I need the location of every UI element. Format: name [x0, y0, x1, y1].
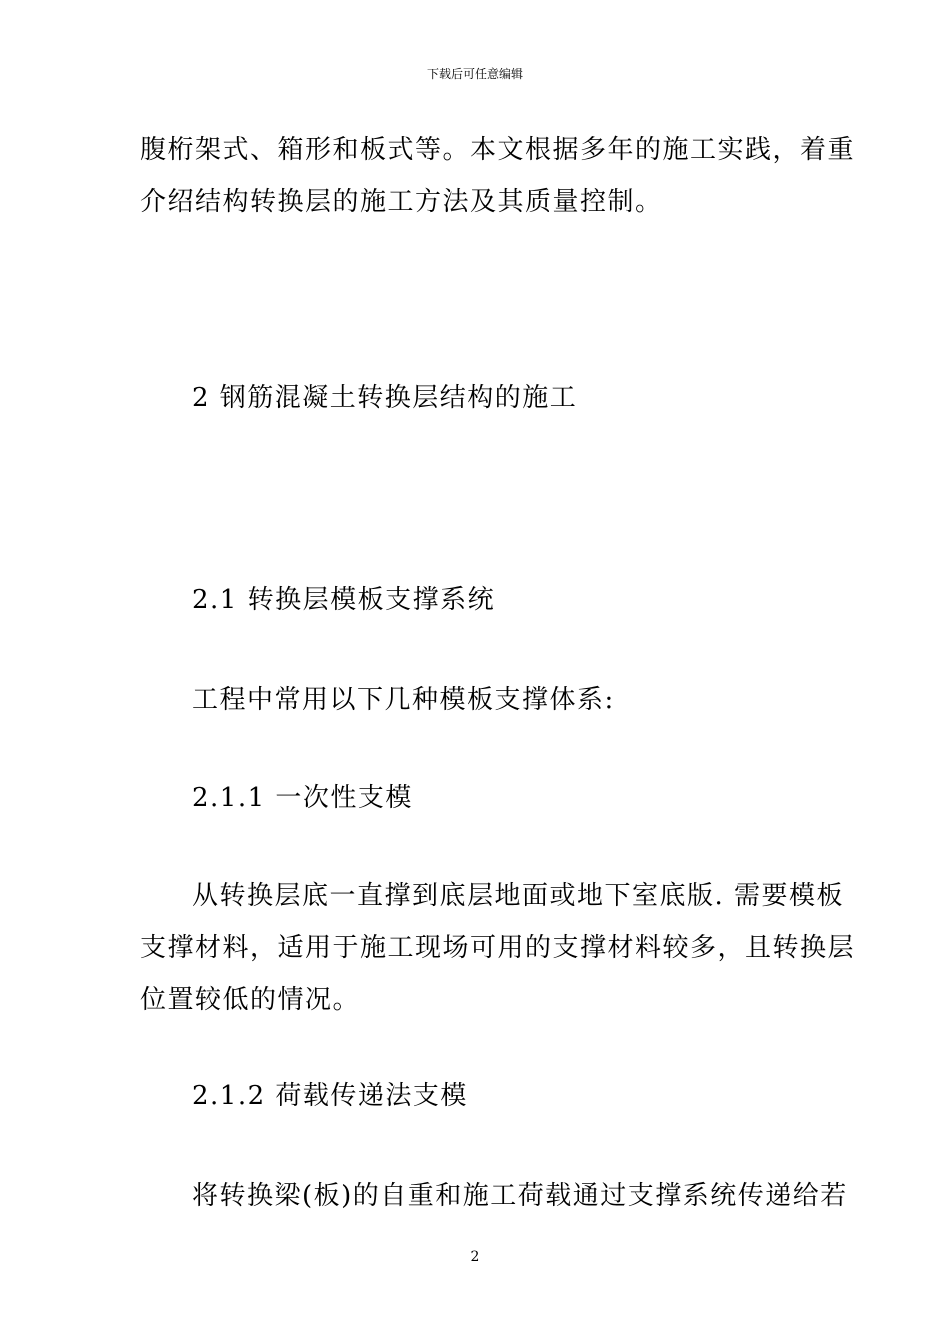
text-line: 介绍结构转换层的施工方法及其质量控制。: [140, 187, 663, 217]
page-header: 下载后可任意编辑: [426, 67, 523, 81]
paragraph-load-transfer: 将转换梁(板)的自重和施工荷载通过支撑系统传递给若: [192, 1181, 848, 1211]
paragraph-common-systems: 工程中常用以下几种模板支撑体系:: [192, 685, 615, 715]
text-line: 位置较低的情况。: [140, 985, 361, 1015]
section-heading-2: 2 钢筋混凝土转换层结构的施工: [192, 383, 578, 413]
section-heading-2-1-1: 2.1.1 一次性支模: [192, 783, 413, 813]
paragraph-intro-continued: [140, 124, 856, 228]
text-line: 腹桁架式、箱形和板式等。本文根据多年的施工实践，着重: [140, 135, 856, 165]
paragraph-one-time-formwork: [140, 870, 856, 1026]
section-heading-2-1: 2.1 转换层模板支撑系统: [192, 585, 496, 615]
text-line: 支撑材料，适用于施工现场可用的支撑材料较多，且转换层: [140, 933, 856, 963]
page-number: 2: [470, 1249, 480, 1265]
text-line: 从转换层底一直撑到底层地面或地下室底版. 需要模板: [192, 881, 845, 911]
section-heading-2-1-2: 2.1.2 荷载传递法支模: [192, 1081, 468, 1111]
